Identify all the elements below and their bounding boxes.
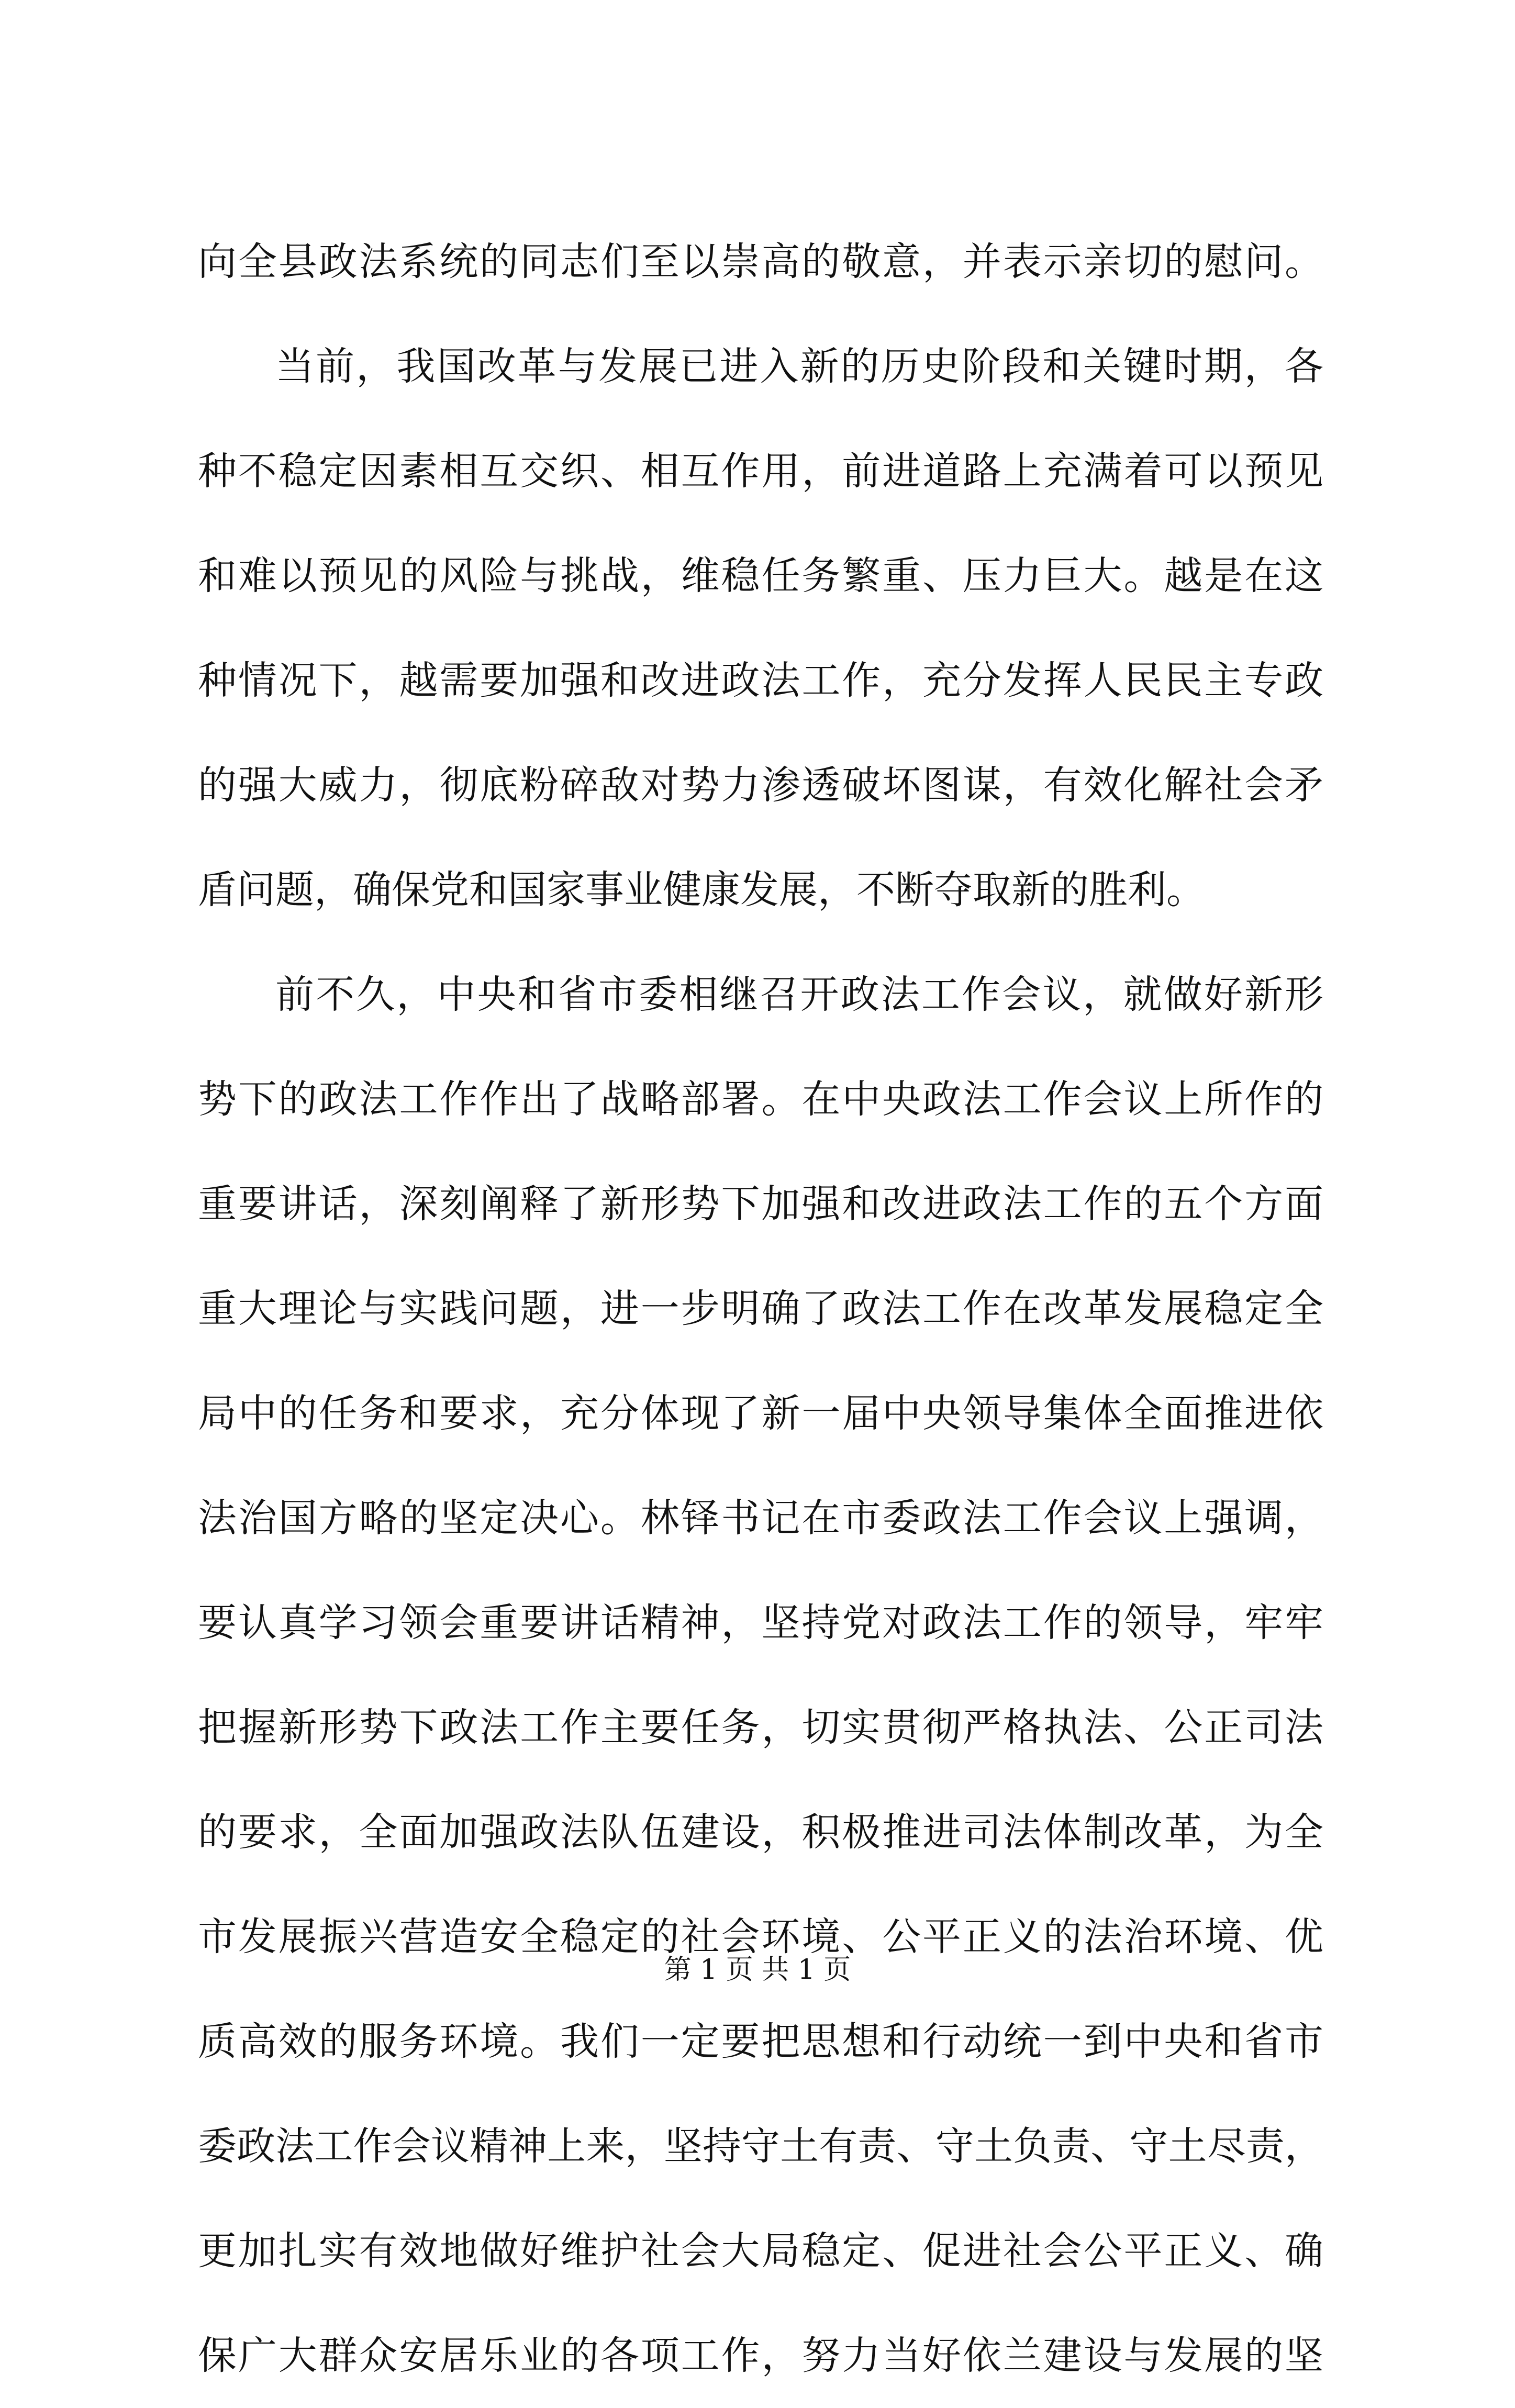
text-line: 市发展振兴营造安全稳定的社会环境、公平正义的法治环境、优 — [198, 1914, 1323, 1959]
text-line: 当前，我国改革与发展已进入新的历史阶段和关键时期，各 — [275, 344, 1323, 389]
text-line: 的要求，全面加强政法队伍建设，积极推进司法体制改革，为全 — [198, 1810, 1323, 1855]
text-line: 保广大群众安居乐业的各项工作，努力当好依兰建设与发展的坚 — [198, 2333, 1323, 2378]
text-line: 种情况下，越需要加强和改进政法工作，充分发挥人民民主专政 — [198, 658, 1323, 703]
text-line: 前不久，中央和省市委相继召开政法工作会议，就做好新形 — [275, 972, 1323, 1017]
text-line: 势下的政法工作作出了战略部署。在中央政法工作会议上所作的 — [198, 1077, 1323, 1122]
text-line: 质高效的服务环境。我们一定要把思想和行动统一到中央和省市 — [198, 2019, 1323, 2064]
text-line: 要认真学习领会重要讲话精神，坚持党对政法工作的领导，牢牢 — [198, 1600, 1323, 1645]
page-number-label: 第 1 页 共 1 页 — [664, 1954, 851, 1986]
page-footer — [0, 1947, 1515, 1987]
text-line: 更加扎实有效地做好维护社会大局稳定、促进社会公平正义、确 — [198, 2228, 1323, 2273]
body-text — [198, 209, 1323, 2408]
text-line: 委政法工作会议精神上来，坚持守土有责、守土负责、守土尽责， — [198, 2124, 1323, 2169]
text-line: 盾问题，确保党和国家事业健康发展，不断夺取新的胜利。 — [198, 867, 1205, 912]
text-line: 法治国方略的坚定决心。林铎书记在市委政法工作会议上强调， — [198, 1496, 1323, 1541]
text-line: 把握新形势下政法工作主要任务，切实贯彻严格执法、公正司法 — [198, 1705, 1323, 1750]
text-line: 向全县政法系统的同志们至以崇高的敬意，并表示亲切的慰问。 — [198, 239, 1323, 284]
text-line: 种不稳定因素相互交织、相互作用，前进道路上充满着可以预见 — [198, 449, 1323, 494]
text-line: 的强大威力，彻底粉碎敌对势力渗透破坏图谋，有效化解社会矛 — [198, 763, 1323, 808]
text-line: 重大理论与实践问题，进一步明确了政法工作在改革发展稳定全 — [198, 1286, 1323, 1331]
text-line: 重要讲话，深刻阐释了新形势下加强和改进政法工作的五个方面 — [198, 1181, 1323, 1227]
text-line: 和难以预见的风险与挑战，维稳任务繁重、压力巨大。越是在这 — [198, 553, 1323, 598]
text-line: 局中的任务和要求，充分体现了新一届中央领导集体全面推进依 — [198, 1391, 1323, 1436]
